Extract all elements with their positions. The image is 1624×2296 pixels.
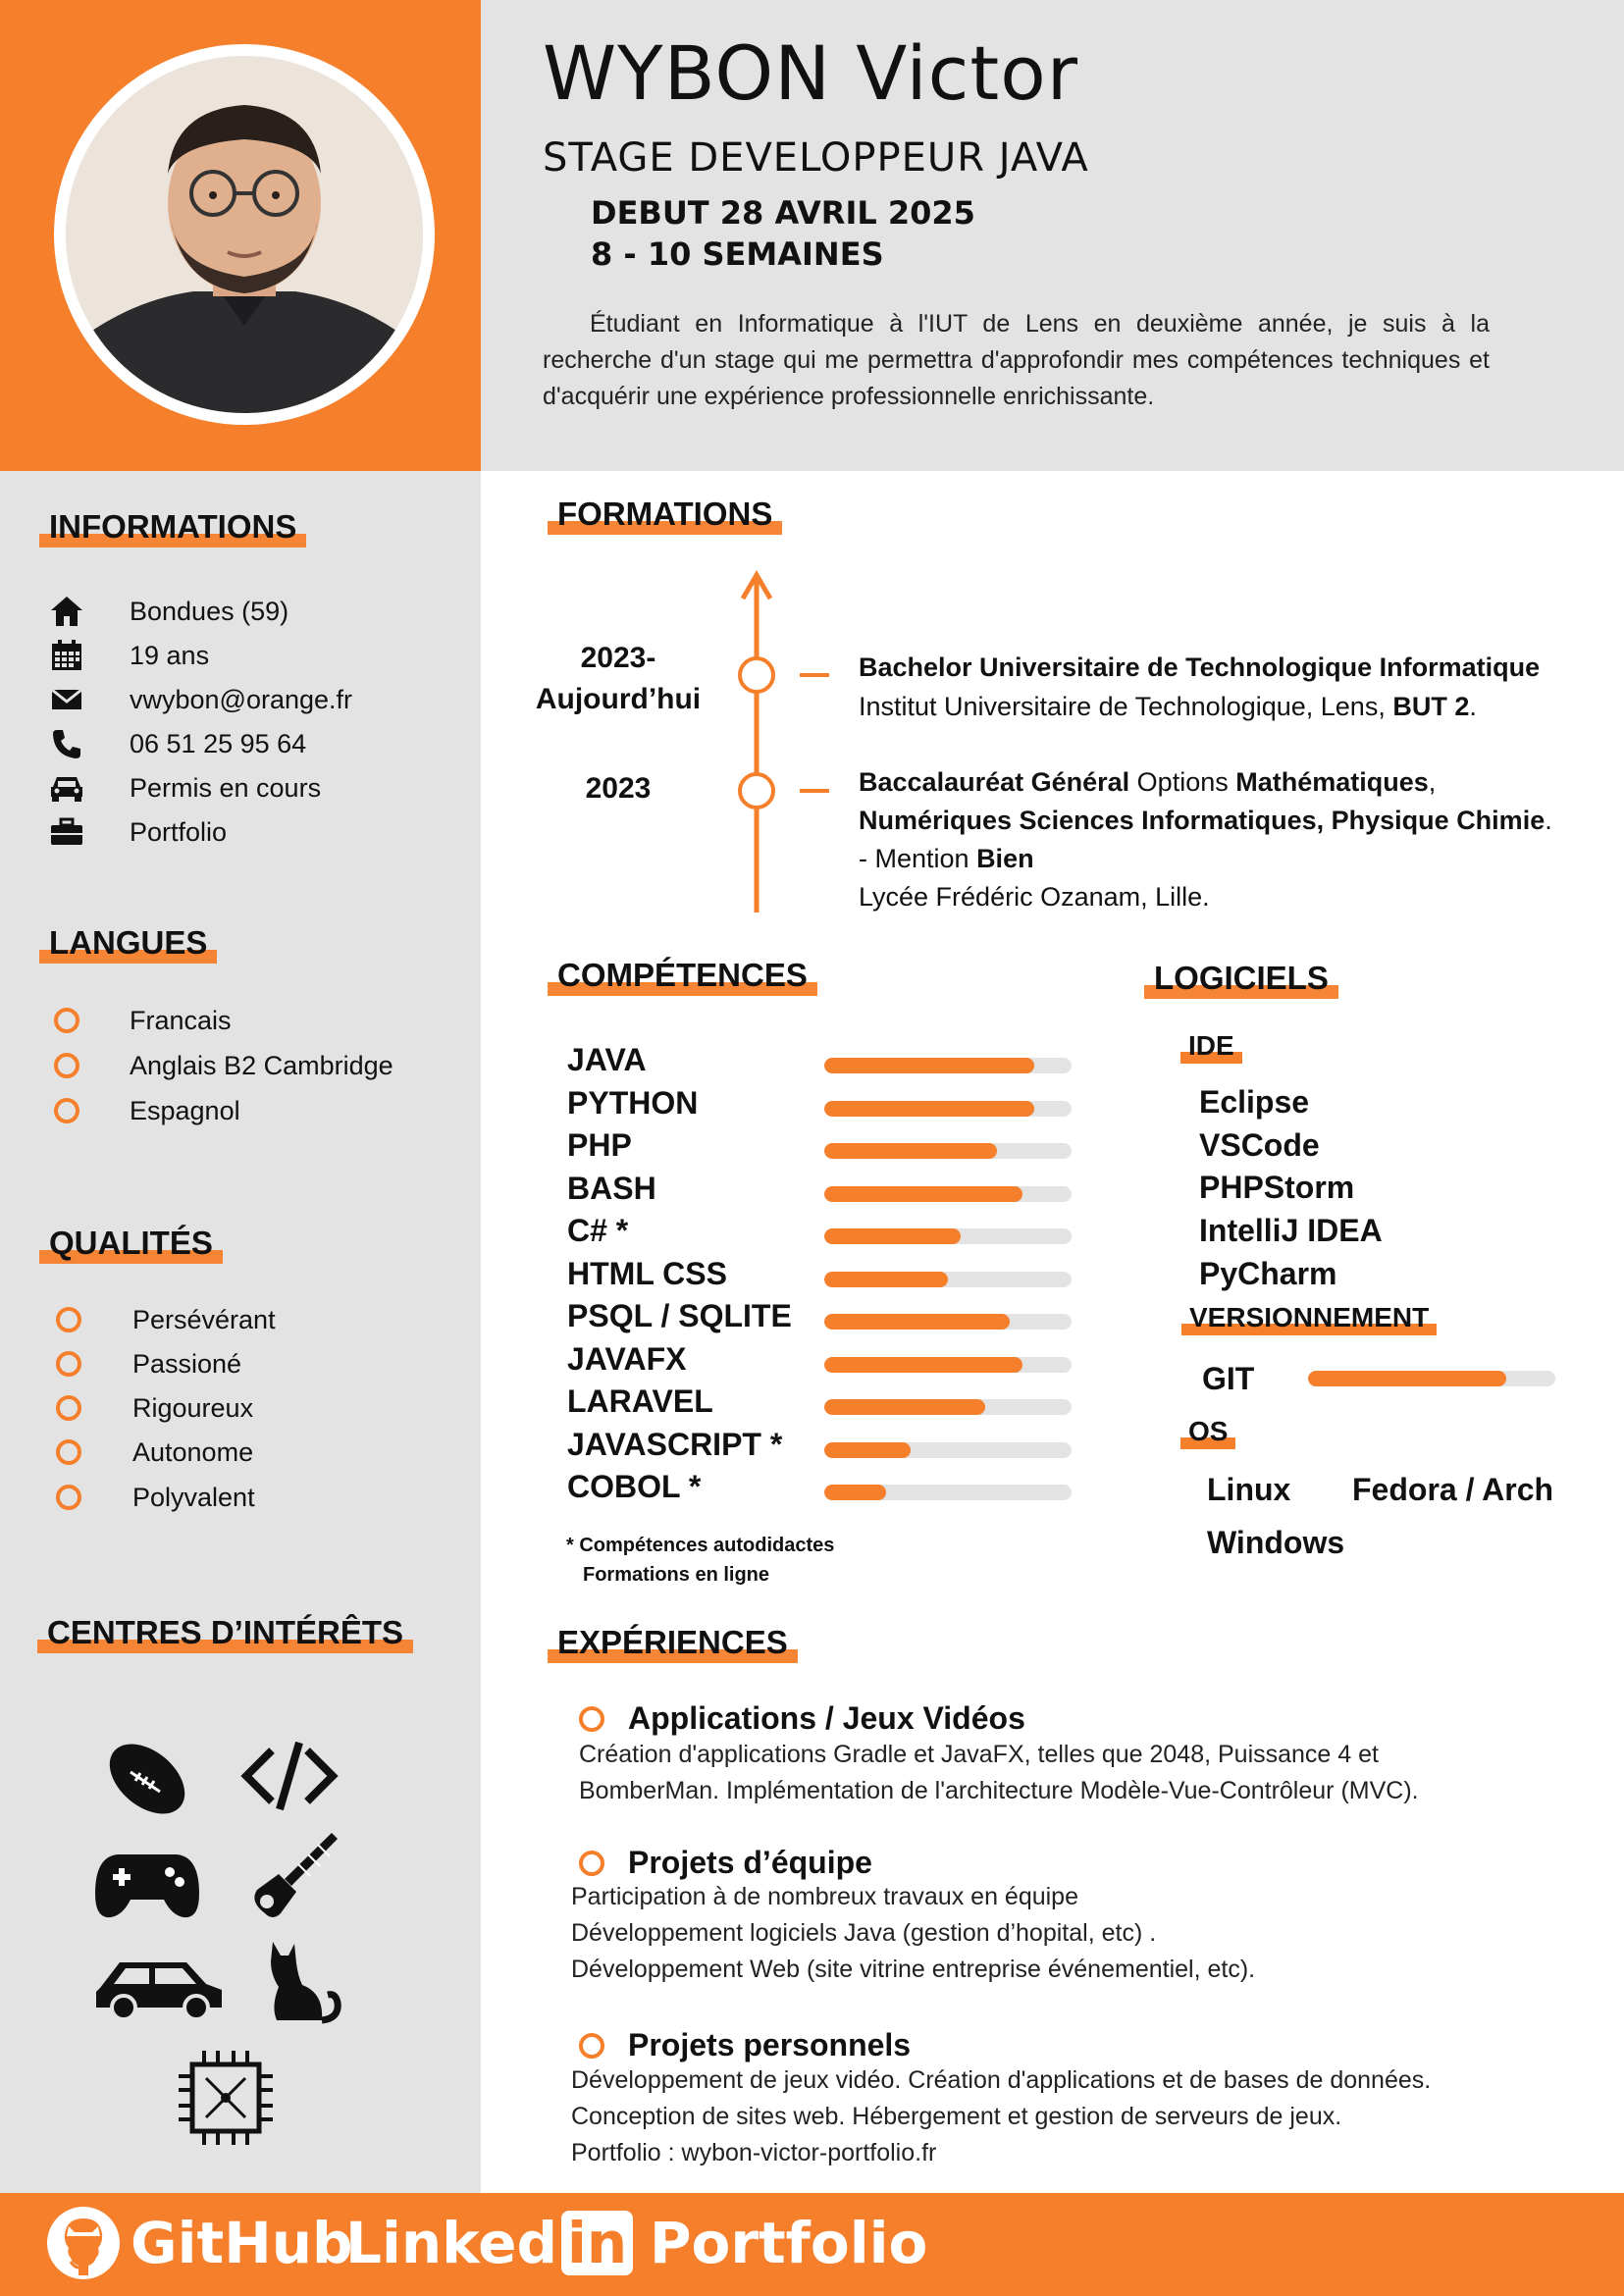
skill-bar [824,1101,1072,1117]
info-row-email [47,677,353,722]
formation-year-2: 2023 [585,772,652,805]
subsection-ide: IDE [1180,1030,1242,1066]
info-row-portfolio [47,809,228,855]
bullet-ring-icon [579,1706,604,1732]
section-title-informations: INFORMATIONS [39,508,306,551]
quality-item: Polyvalent [56,1475,81,1520]
info-row-license [47,765,322,810]
formation-desc-2: Baccalauréat Général Options Mathématiques, Numériques Sciences Informatiques, Physique Chimie. - Mention Bien Lycée Frédéric Ozanam, Lille. [859,767,1552,912]
git-skill-bar [1308,1371,1555,1386]
section-title-experiences: EXPÉRIENCES [548,1624,798,1667]
skill-bar-fill [824,1272,948,1287]
section-title-competences: COMPÉTENCES [548,957,817,1000]
quality-item: Passioné [56,1341,81,1386]
linkedin-in-badge: in [561,2211,633,2275]
skill-bar [824,1485,1072,1500]
football-icon [103,1735,191,1828]
experience-desc-2: Participation à de nombreux travaux en équipe Développement logiciels Java (gestion d’hopital, etc) . Développement Web (site vitrine entreprise événementiel, etc). [571,1883,1256,1983]
section-title-langues: LANGUES [39,924,217,967]
bullet-ring-icon [56,1307,81,1332]
os-item: Linux [1207,1472,1291,1507]
bullet-ring-icon [579,2033,604,2059]
section-title-logiciels: LOGICIELS [1144,960,1338,1003]
skill-bar-fill [824,1228,961,1244]
skill-name: C# * [567,1213,629,1248]
skill-name: BASH [567,1170,656,1206]
skill-name: COBOL * [567,1469,702,1504]
bullet-ring-icon [56,1395,81,1421]
skill-bar [824,1228,1072,1244]
skill-bar-fill [824,1485,886,1500]
intro-paragraph: Étudiant en Informatique à l'IUT de Lens en deuxième année, je suis à la recherche d'un stage qui me permettra d'approfondir mes compétences techniques et d'acquérir une expérience professionnelle enrichissante. [543,310,1490,410]
experience-title-1: Applications / Jeux Vidéos [579,1700,1025,1737]
skills-note: * Compétences autodidactes Formations en ligne [566,1535,835,1586]
skill-bar-fill [824,1143,997,1159]
portfolio-link[interactable]: Portfolio [650,2210,928,2276]
subsection-os: OS [1180,1416,1235,1451]
software-item: Eclipse [1199,1084,1310,1120]
section-title-formations: FORMATIONS [548,496,782,539]
info-location: Bondues (59) [130,596,289,626]
experience-desc-1: Création d'applications Gradle et JavaFX, telles que 2048, Puissance 4 et BomberMan. Implémentation de l'architecture Modèle-Vue-Contrôleur (MVC). [579,1741,1419,1804]
software-item: PHPStorm [1199,1170,1355,1205]
section-title-interets: CENTRES D’INTÉRÊTS [37,1614,413,1657]
section-title-qualites: QUALITÉS [39,1225,223,1268]
skill-name: PYTHON [567,1084,699,1121]
skill-bar-fill [824,1399,985,1415]
code-icon [240,1737,339,1820]
info-email[interactable]: vwybon@orange.fr [130,684,353,714]
linkedin-link[interactable]: Linked in [345,2210,633,2276]
skill-bar-fill [824,1186,1022,1202]
os-item: Windows [1207,1525,1345,1560]
experience-title-2: Projets d’équipe [579,1845,872,1881]
skill-bar [824,1186,1072,1202]
skill-bar-fill [824,1357,1022,1373]
calendar-icon [47,639,86,672]
skill-name: LARAVEL [567,1383,713,1419]
profile-photo [54,44,435,425]
info-license: Permis en cours [130,772,322,803]
info-row-age [47,633,210,678]
bullet-ring-icon [54,1053,79,1078]
bullet-ring-icon [54,1008,79,1033]
skill-name: HTML CSS [567,1255,727,1291]
skill-name: JAVASCRIPT * [567,1426,783,1462]
skill-bar [824,1399,1072,1415]
formation-desc-1: Bachelor Universitaire de Technologique Informatique Institut Universitaire de Technologique, Lens, BUT 2. [859,652,1541,721]
cat-icon [263,1938,341,2031]
badminton-icon [245,1825,343,1928]
full-name: WYBON Victor [543,29,1078,117]
language-item: Espagnol [54,1088,79,1133]
quality-item: Rigoureux [56,1385,81,1431]
formation-year-1: 2023- Aujourd’hui [535,642,702,715]
chip-icon [177,2049,275,2152]
bullet-ring-icon [56,1439,81,1465]
os-item: Fedora / Arch [1352,1472,1554,1507]
skill-bar-fill [824,1101,1034,1117]
bullet-ring-icon [56,1351,81,1377]
language-item: Francais [54,998,79,1043]
software-item: VSCode [1199,1127,1320,1163]
quality-item: Persévérant [56,1297,81,1342]
skill-name: JAVAFX [567,1340,687,1377]
start-date: DEBUT 28 AVRIL 2025 [591,194,975,232]
duration: 8 - 10 SEMAINES [591,235,884,273]
software-item: IntelliJ IDEA [1199,1213,1383,1248]
info-row-phone [47,721,307,766]
software-item: PyCharm [1199,1256,1337,1291]
timeline [731,567,829,920]
github-link[interactable]: GitHub [131,2210,353,2276]
home-icon [47,595,86,628]
mail-icon [47,683,86,716]
car-icon [90,1953,228,2026]
experience-desc-3: Développement de jeux vidéo. Création d'applications et de bases de données. Conception de sites web. Hébergement et gestion de serveurs de jeux. Portfolio : wybon-victor-portfolio.fr [571,2066,1432,2166]
github-icon [45,2205,122,2286]
git-skill-fill [1308,1371,1506,1386]
car-icon [47,771,86,805]
info-row-location [47,589,289,634]
info-phone: 06 51 25 95 64 [130,728,307,758]
bullet-ring-icon [54,1098,79,1123]
skill-bar-fill [824,1442,911,1458]
software-git: GIT [1202,1361,1255,1396]
bullet-ring-icon [56,1485,81,1510]
skill-bar-fill [824,1314,1010,1330]
skill-bar [824,1143,1072,1159]
briefcase-icon [47,815,86,849]
phone-icon [47,727,86,760]
language-item: Anglais B2 Cambridge [54,1043,79,1088]
subsection-versionnement: VERSIONNEMENT [1181,1302,1437,1337]
skill-bar [824,1272,1072,1287]
bullet-ring-icon [579,1851,604,1876]
skill-bar [824,1442,1072,1458]
skill-bar [824,1314,1072,1330]
gamepad-icon [93,1845,201,1928]
job-title: STAGE DEVELOPPEUR JAVA [543,135,1089,181]
skill-bar-fill [824,1058,1034,1073]
info-portfolio[interactable]: Portfolio [130,816,228,847]
skill-name: PSQL / SQLITE [567,1298,792,1333]
experience-title-3: Projets personnels [579,2027,911,2063]
quality-item: Autonome [56,1430,81,1475]
skill-bar [824,1357,1072,1373]
info-age: 19 ans [130,640,210,670]
skill-bar [824,1058,1072,1073]
skill-name: PHP [567,1127,632,1163]
skill-name: JAVA [567,1042,647,1077]
